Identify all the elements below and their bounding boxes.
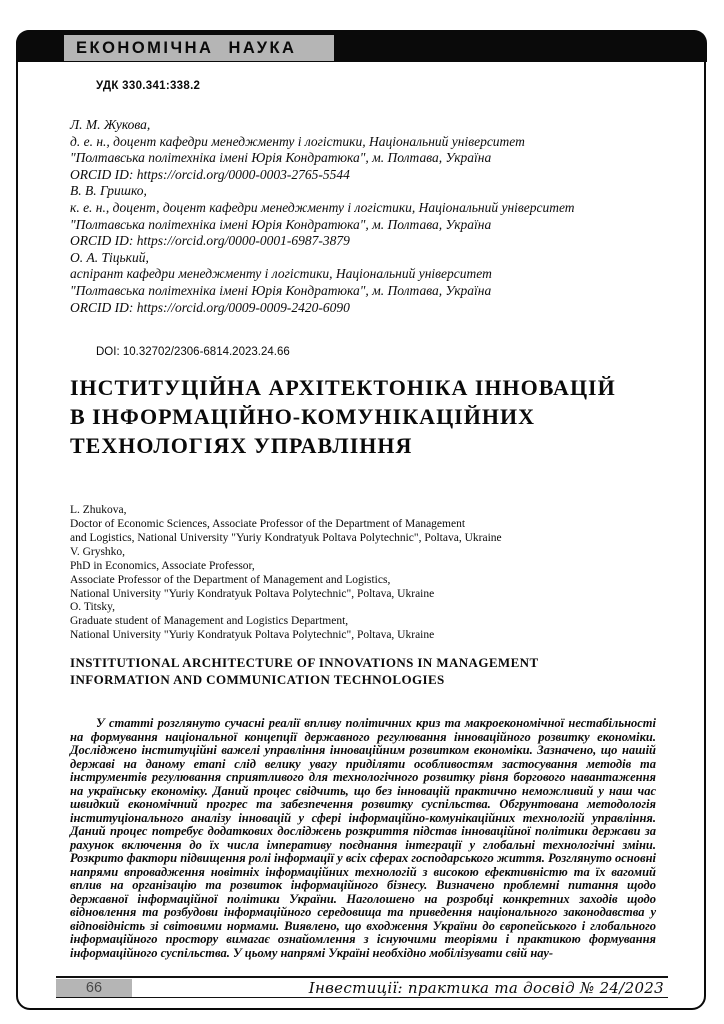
authors-block-ua [70, 117, 656, 316]
author-affiliation-en: PhD in Economics, Associate Professor, [70, 559, 255, 572]
author-affiliation-en: and Logistics, National University "Yuriy Kondratyuk Poltava Polytechnic", Poltava, Ukraine [70, 531, 502, 544]
doi-line: DOI: 10.32702/2306-6814.2023.24.66 [96, 346, 290, 359]
author-affiliation-en: Graduate student of Management and Logistics Department, [70, 615, 349, 628]
author-affiliation-ua: д. е. н., доцент кафедри менеджменту і логістики, Національний університет [70, 133, 525, 149]
article-title-ua [70, 373, 656, 460]
title-ua-line: В ІНФОРМАЦІЙНО-КОМУНІКАЦІЙНИХ [70, 404, 535, 430]
abstract-ua: У статті розглянуто сучасні реалії впливу політичних криз та макроекономічної нестабільності на формування національної концепції державного регулювання інноваційного розвитку економіки. Досліджено інституційні важелі управління інноваційним розвитком економіки. Зазначено, що нашій державі на даному етапі слід велику увагу приділяти особливостям застосування методів та інструментів регулювання сприятливого для технологічного розвитку рівня боргового навантаження на українську економіку. Даний процес свідчить, що без інновацій практично неможливий у наш час швидкий економічний прогрес та забезпечення розвитку суспільства. Обгрунтована методологія інституціонального аналізу інновацій у сфері інформаційно-комунікаційних технологій управління. Даний процес потребує додаткових досліджень розкриття підстав інноваційної політики держави за рахунок включення до їх числа імперативу поєднання інтеграції у глобальні технологічні зміни. Розкрито фактори підвищення ролі інформації у всіх сферах господарського життя. Розглянуто основні напрями впровадження новітніх інформаційних технологій з високою ефективністю та їх вагомий вплив на організацію та розвиток інформаційного бізнесу. Визначено проблемні питання щодо державної інформаційної політики України. Наголошено на розробці конкретних заходів щодо відновлення та розбудови інформаційного середовища та приведення національного законодавства у відповідність зі світовими нормами. Виявлено, що входження України до європейського і глобального інформаційного простору вимагає ознайомлення з існуючими теоріями і практикою формування інформаційного суспільства. У цьому напрямі Україні необхідно мобілізувати свій нау- [70, 716, 656, 960]
page-frame [16, 30, 706, 1010]
author-affiliation-ua: "Полтавська політехніка імені Юрія Кондратюка", м. Полтава, Україна [70, 282, 492, 298]
section-label: ЕКОНОМІЧНА НАУКА [64, 35, 334, 61]
author-orcid-ua: ORCID ID: https://orcid.org/0000-0003-2765-5544 [70, 166, 350, 182]
author-orcid-ua: ORCID ID: https://orcid.org/0009-0009-2420-6090 [70, 299, 350, 315]
page-footer [56, 976, 668, 998]
author-affiliation-en: National University "Yuriy Kondratyuk Poltava Polytechnic", Poltava, Ukraine [70, 587, 435, 600]
article-title-en [70, 655, 656, 688]
author-name-en: O. Titsky, [70, 601, 115, 614]
author-name-ua: О. А. Тіцький, [70, 249, 149, 265]
author-name-ua: Л. М. Жукова, [70, 117, 151, 132]
author-affiliation-ua: "Полтавська політехніка імені Юрія Кондратюка", м. Полтава, Україна [70, 150, 492, 166]
title-en-line: INFORMATION AND COMMUNICATION TECHNOLOGIES [70, 671, 445, 687]
author-name-ua: В. В. Гришко, [70, 183, 147, 199]
author-affiliation-ua: к. е. н., доцент, доцент кафедри менеджменту і логістики, Національний університет [70, 199, 575, 215]
author-name-en: V. Gryshko, [70, 545, 126, 558]
title-ua-line: ТЕХНОЛОГІЯХ УПРАВЛІННЯ [70, 433, 413, 459]
title-ua-line: ІНСТИТУЦІЙНА АРХІТЕКТОНІКА ІННОВАЦІЙ [70, 375, 616, 401]
author-affiliation-en: Doctor of Economic Sciences, Associate Professor of the Department of Management [70, 518, 466, 531]
title-en-line: INSTITUTIONAL ARCHITECTURE OF INNOVATIONS IN MANAGEMENT [70, 655, 539, 671]
author-orcid-ua: ORCID ID: https://orcid.org/0000-0001-6987-3879 [70, 233, 350, 249]
author-affiliation-en: National University "Yuriy Kondratyuk Poltava Polytechnic", Poltava, Ukraine [70, 629, 435, 642]
author-affiliation-en: Associate Professor of the Department of Management and Logistics, [70, 573, 391, 586]
author-affiliation-ua: аспірант кафедри менеджменту і логістики, Національний університет [70, 266, 492, 282]
author-affiliation-ua: "Полтавська політехніка імені Юрія Кондратюка", м. Полтава, Україна [70, 216, 492, 232]
udc-code: УДК 330.341:338.2 [96, 80, 201, 92]
journal-title: Інвестиції: практика та досвід № 24/2023 [308, 978, 664, 997]
article-content [70, 64, 656, 960]
author-name-en: L. Zhukova, [70, 504, 127, 517]
page-number: 66 [56, 979, 132, 997]
authors-block-en [70, 504, 656, 643]
